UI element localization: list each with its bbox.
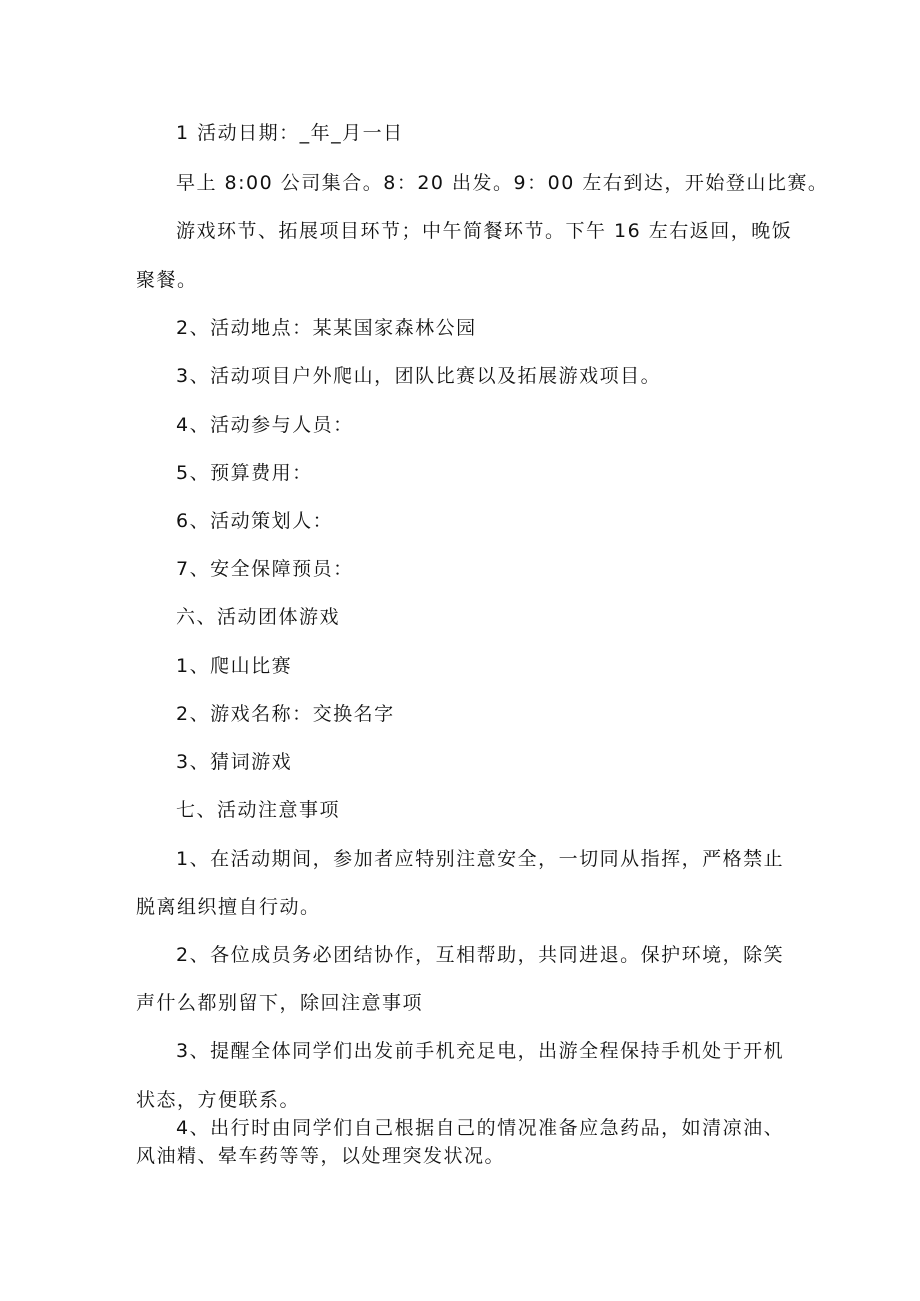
note-3-line2: 状态，方便联系。	[136, 1089, 301, 1111]
paragraph-program-line2: 聚餐。	[136, 269, 198, 291]
note-2-line1: 2、各位成员务必团结协作，互相帮助，共同进退。保护环境，除笑	[176, 944, 785, 966]
paragraph-program-line1: 游戏环节、拓展项目环节；中午简餐环节。下午 16 左右返回，晚饭	[176, 220, 793, 242]
section-heading-notes: 七、活动注意事项	[176, 799, 341, 821]
paragraph-safety: 7、安全保障预员：	[176, 558, 354, 580]
note-2-line2: 声什么都别留下，除回注意事项	[136, 992, 424, 1014]
paragraph-budget: 5、预算费用：	[176, 462, 313, 484]
paragraph-activity-date: 1 活动日期：_年_月一日	[176, 122, 404, 144]
note-1-line1: 1、在活动期间，参加者应特别注意安全，一切同从指挥，严格禁止	[176, 848, 785, 870]
list-item-game-1: 1、爬山比赛	[176, 655, 293, 677]
note-1-line2: 脱离组织擅自行动。	[136, 896, 321, 918]
paragraph-activities: 3、活动项目户外爬山，团队比赛以及拓展游戏项目。	[176, 365, 662, 387]
paragraph-location: 2、活动地点：某某国家森林公园	[176, 317, 477, 339]
note-4-line1: 4、出行时由同学们自己根据自己的情况准备应急药品，如清凉油、	[176, 1117, 785, 1139]
paragraph-schedule: 早上 8:00 公司集合。8：20 出发。9：00 左右到达，开始登山比赛。	[176, 172, 829, 194]
section-heading-games: 六、活动团体游戏	[176, 606, 341, 628]
paragraph-planner: 6、活动策划人：	[176, 510, 334, 532]
note-3-line1: 3、提醒全体同学们出发前手机充足电，出游全程保持手机处于开机	[176, 1040, 785, 1062]
list-item-game-2: 2、游戏名称：交换名字	[176, 703, 395, 725]
list-item-game-3: 3、猜词游戏	[176, 751, 293, 773]
note-4-line2: 风油精、晕车药等等，以处理突发状况。	[136, 1145, 506, 1167]
paragraph-participants: 4、活动参与人员：	[176, 414, 354, 436]
